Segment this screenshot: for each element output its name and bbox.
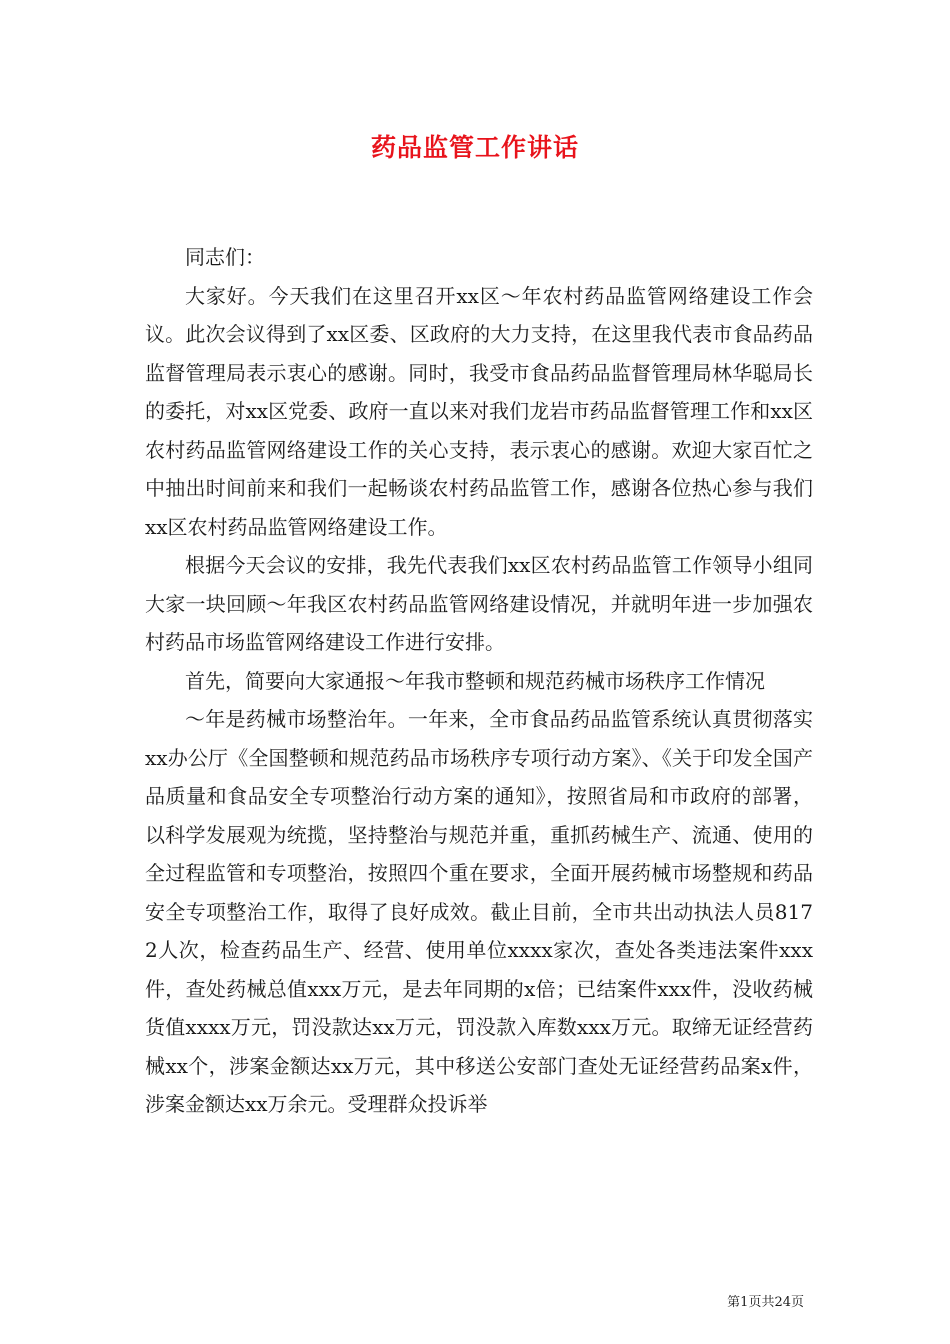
paragraph-2: 根据今天会议的安排，我先代表我们xx区农村药品监管工作领导小组同大家一块回顾～年我区农村药品监管网络建设情况，并就明年进一步加强农村药品市场监管网络建设工作进行安排。 [145,553,813,654]
salutation: 同志们： [185,245,265,269]
document-body [145,238,813,1124]
document-title: 药品监管工作讲话 [370,133,579,162]
paragraph-4: ～年是药械市场整治年。一年来，全市食品药品监管系统认真贯彻落实xx办公厅《全国整顿和规范药品市场秩序专项行动方案》、《关于印发全国产品质量和食品安全专项整治行动方案的通知》，按照省局和市政府的部署，以科学发展观为统揽，坚持整治与规范并重，重抓药械生产、流通、使用的全过程监管和专项整治，按照四个重在要求，全面开展药械市场整规和药品安全专项整治工作，取得了良好成效。截止目前，全市共出动执法人员8172人次，检查药品生产、经营、使用单位xxxx家次，查处各类违法案件xxx件，查处药械总值xxx万元，是去年同期的x倍；已结案件xxx件，没收药械货值xxxx万元，罚没款达xx万元，罚没款入库数xxx万元。取缔无证经营药械xx个，涉案金额达xx万元，其中移送公安部门查处无证经营药品案x件，涉案金额达xx万余元。受理群众投诉举 [145,707,813,1116]
paragraph-3: 首先，简要向大家通报～年我市整顿和规范药械市场秩序工作情况 [185,668,765,693]
page-number-footer: 第1页共24页 [727,1295,804,1310]
paragraph-1: 大家好。今天我们在这里召开xx区～年农村药品监管网络建设工作会议。此次会议得到了xx区委、区政府的大力支持，在这里我代表市食品药品监督管理局表示衷心的感谢。同时，我受市食品药品监督管理局林华聪局长的委托，对xx区党委、政府一直以来对我们龙岩市药品监督管理工作和xx区农村药品监管网络建设工作的关心支持，表示衷心的感谢。欢迎大家百忙之中抽出时间前来和我们一起畅谈农村药品监管工作，感谢各位热心参与我们xx区农村药品监管网络建设工作。 [145,283,813,539]
